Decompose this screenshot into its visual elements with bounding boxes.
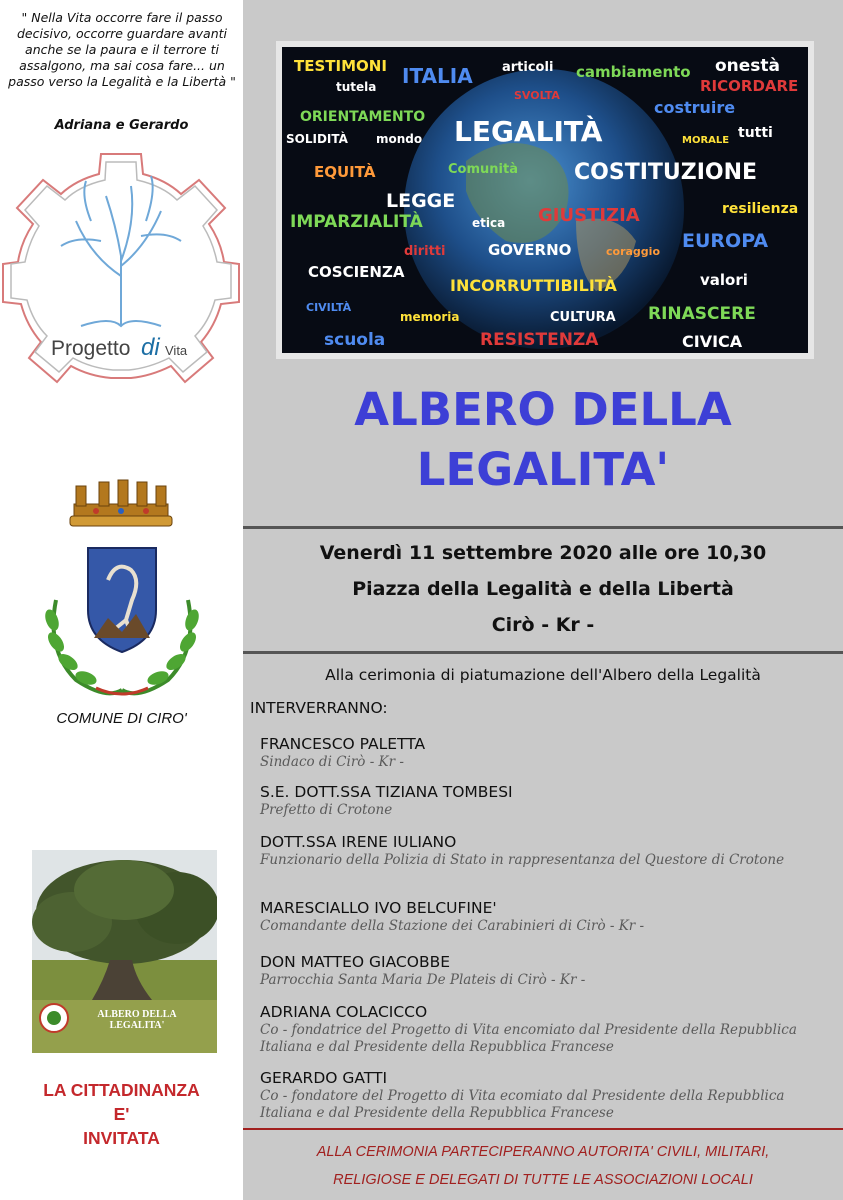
word-cloud-word: SVOLTA: [514, 89, 560, 102]
progetto-di-vita-logo: [2, 145, 240, 387]
word-cloud-word: valori: [700, 271, 748, 289]
word-cloud-word: TESTIMONI: [294, 57, 387, 75]
speaker-item: [260, 1002, 835, 1068]
divider-top: [243, 526, 843, 529]
word-cloud-word: tutti: [738, 125, 773, 141]
word-cloud-word: scuola: [324, 330, 386, 350]
cittadinanza-line-1: LA CITTADINANZA: [43, 1080, 200, 1100]
speaker-name: MARESCIALLO IVO BELCUFINE': [260, 899, 497, 917]
speaker-role: Parrocchia Santa Maria De Plateis di Cirò - Kr -: [260, 972, 586, 988]
legalita-word-cloud: [276, 41, 814, 359]
speaker-name: GERARDO GATTI: [260, 1069, 388, 1087]
speaker-role: Co - fondatrice del Progetto di Vita encomiato dal Presidente della Repubblica Italiana e dal Presidente della Repubblica Francese: [260, 1022, 797, 1055]
speaker-item: [260, 832, 835, 898]
word-cloud-word: memoria: [400, 310, 460, 324]
word-cloud-word: COSTITUZIONE: [574, 160, 758, 185]
speakers-list: [260, 734, 835, 1122]
page-title: [243, 380, 843, 500]
word-cloud-word: CIVILTÀ: [306, 301, 352, 314]
word-cloud-word: LEGGE: [386, 190, 456, 212]
ceremony-intro: Alla cerimonia di piatumazione dell'Albero della Legalità: [325, 666, 761, 684]
speaker-role: Sindaco di Cirò - Kr -: [260, 754, 404, 770]
word-cloud-word: resilienza: [722, 201, 799, 217]
comune-label: COMUNE DI CIRO': [56, 710, 187, 727]
word-cloud-word: RINASCERE: [648, 304, 756, 324]
word-cloud-word: SOLIDITÀ: [286, 132, 348, 146]
divider-middle: [243, 651, 843, 654]
word-cloud-word: Comunità: [448, 162, 518, 177]
event-city: Cirò - Kr -: [491, 614, 595, 636]
word-cloud-word: articoli: [502, 60, 554, 75]
event-place: Piazza della Legalità e della Libertà: [352, 578, 734, 600]
speaker-item: [260, 1068, 835, 1122]
word-cloud-word: tutela: [336, 80, 377, 94]
title-line-1: ALBERO DELLA: [354, 383, 732, 436]
coat-of-arms-icon: [36, 540, 208, 702]
photo-caption-1: ALBERO DELLA: [97, 1009, 177, 1020]
word-cloud-word: onestà: [715, 56, 781, 76]
event-date: Venerdì 11 settembre 2020 alle ore 10,30: [319, 542, 767, 564]
left-column: [0, 0, 243, 1200]
word-cloud-word: costruire: [654, 98, 736, 117]
speaker-role: Comandante della Stazione dei Carabinieri di Cirò - Kr -: [260, 918, 645, 934]
word-cloud-word: etica: [472, 216, 506, 230]
logo-text-di: di: [141, 334, 160, 361]
footer-note: [243, 1138, 843, 1194]
speaker-name: DOTT.SSA IRENE IULIANO: [260, 833, 457, 851]
word-cloud-word: cambiamento: [576, 63, 691, 81]
word-cloud-word: COSCIENZA: [308, 263, 405, 281]
speaker-item: [260, 898, 835, 952]
logo-text-vita: Vita: [165, 343, 188, 358]
crown-icon: [66, 474, 176, 530]
word-cloud-word: INCORRUTTIBILITÀ: [450, 276, 617, 295]
interverranno-label: INTERVERRANNO:: [250, 699, 388, 717]
word-cloud-word: GIUSTIZIA: [538, 205, 640, 226]
speaker-role: Funzionario della Polizia di Stato in rappresentanza del Questore di Crotone: [260, 852, 785, 868]
word-cloud-word: EUROPA: [682, 230, 769, 252]
title-line-2: LEGALITA': [416, 443, 670, 496]
speaker-item: [260, 952, 835, 1002]
divider-bottom: [243, 1128, 843, 1130]
speaker-name: FRANCESCO PALETTA: [260, 735, 426, 753]
speaker-item: [260, 734, 835, 782]
speaker-name: ADRIANA COLACICCO: [260, 1003, 428, 1021]
footer-line-1: ALLA CERIMONIA PARTECIPERANNO AUTORITA' CIVILI, MILITARI,: [316, 1144, 770, 1160]
word-cloud-word: RICORDARE: [700, 77, 799, 95]
speaker-item: [260, 782, 835, 832]
footer-line-2: RELIGIOSE E DELEGATI DI TUTTE LE ASSOCIAZIONI LOCALI: [333, 1172, 753, 1188]
word-cloud-word: ITALIA: [402, 64, 473, 88]
photo-caption-2: LEGALITA': [109, 1020, 165, 1031]
word-cloud-word: ORIENTAMENTO: [300, 109, 426, 125]
word-cloud-word: diritti: [404, 244, 446, 259]
word-cloud-word: EQUITÀ: [314, 163, 376, 181]
logo-text-progetto: Progetto: [51, 337, 131, 360]
cittadinanza-invitata: [0, 1078, 243, 1150]
cittadinanza-line-2: E': [113, 1104, 130, 1124]
word-cloud-word: coraggio: [606, 245, 661, 258]
cittadinanza-line-3: INVITATA: [83, 1128, 160, 1148]
word-cloud-word: CIVICA: [682, 332, 743, 351]
olive-tree-photo: [32, 850, 217, 1053]
quote-author: Adriana e Gerardo: [54, 118, 189, 133]
speaker-name: DON MATTEO GIACOBBE: [260, 953, 451, 971]
word-cloud-word: CULTURA: [550, 310, 616, 325]
speaker-role: Co - fondatore del Progetto di Vita ecomiato dal Presidente della Repubblica Italiana e dal Presidente della Repubblica Francese: [260, 1088, 785, 1121]
word-cloud-word: IMPARZIALITÀ: [290, 212, 423, 232]
speaker-name: S.E. DOTT.SSA TIZIANA TOMBESI: [260, 783, 513, 801]
word-cloud-word: mondo: [376, 132, 423, 146]
speaker-role: Prefetto di Crotone: [260, 802, 393, 818]
word-cloud-word: LEGALITÀ: [454, 115, 603, 148]
word-cloud-word: RESISTENZA: [480, 330, 599, 350]
quote-text: " Nella Vita occorre fare il passo decisivo, occorre guardare avanti anche se la paura e il terrore ti assalgono, ma sai cosa fare... un passo verso la Legalità e la Libertà ": [8, 10, 236, 89]
word-cloud-word: MORALE: [682, 135, 730, 146]
word-cloud-word: GOVERNO: [488, 241, 572, 259]
